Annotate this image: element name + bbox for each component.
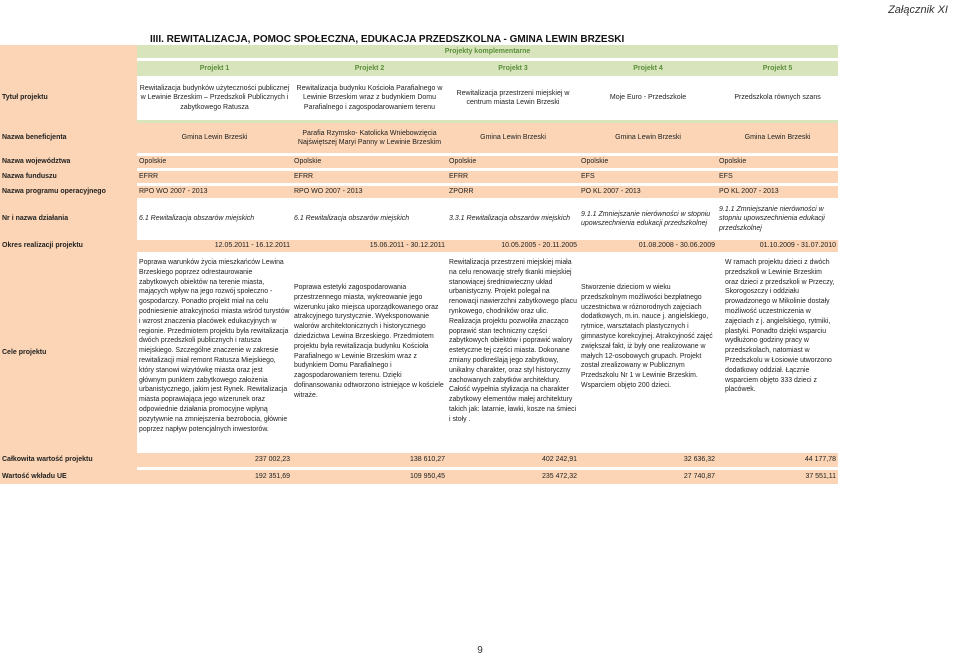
cell: 01.10.2009 - 31.07.2010 <box>717 240 838 252</box>
cell: Opolskie <box>447 156 579 168</box>
cell: Poprawa warunków życia mieszkańców Lewina Brzeskiego poprzez odrestaurowanie zabytkowych obiektów na terenie miasta, mających wpływ na jego rozwój społeczno - gospodarczy. Ponadto projekt miał na celu podniesienie atrakcyjności miasta wśród turystów i wzrost znaczenia placówek edukacyjnych w regionie. Przedmiotem projektu była rewitalizacja dwóch przedszkoli publicznych i ratusza miejskiego. Szczególne znaczenie w zakresie rewitalizacji miał remont Ratusza Miejskiego, który stanowi wizytówkę miasta oraz jest głównym punktem zabytkowego założenia urbanistycznego, jakim jest Rynek. Rewitalizacja miasta poprawiająca jego wizerunek oraz odpowiednie działania promocyjne wpłyną pozytywnie na zmniejszenia bezrobocia, głównie poprzez napływ potencjalnych inwestorów. <box>139 259 290 433</box>
cell: RPO WO 2007 - 2013 <box>137 186 292 198</box>
row-label: Całkowita wartość projektu <box>0 453 137 467</box>
cell: 6.1 Rewitalizacja obszarów miejskich <box>294 215 410 223</box>
cell: 12.05.2011 - 16.12.2011 <box>137 240 292 252</box>
cell: 3.3.1 Rewitalizacja obszarów miejskich <box>449 215 570 223</box>
cell: 138 610,27 <box>292 453 447 467</box>
projects-header-row <box>0 61 838 76</box>
row-label: Nazwa województwa <box>0 156 137 168</box>
cell: Rewitalizacja przestrzeni miejskiej w centrum miasta Lewin Brzeski <box>456 89 570 106</box>
cell: 192 351,69 <box>137 470 292 484</box>
row-goals <box>0 255 838 450</box>
cell: Opolskie <box>292 156 447 168</box>
cell: EFS <box>717 171 838 183</box>
cell: Stworzenie dzieciom w wieku przedszkolnym możliwości bezpłatnego uczestnictwa w różnorodnych zajęciach dodatkowych, m.in. nauce j. angielskiego, rytmice, warsztatach plastycznych i gimnastyce korekcyjnej. Atrakcyjność zajęć zwiększał fakt, iż były one realizowane w małych 12-osobowych grupach. Projekt został zrealizowany w Publicznym Przedszkolu Nr 1 w Lewinie Brzeskim. Wsparciem objęto 200 dzieci. <box>581 284 713 389</box>
row-beneficiary <box>0 123 838 153</box>
row-total <box>0 453 838 467</box>
cell: 15.06.2011 - 30.12.2011 <box>292 240 447 252</box>
row-label: Nr i nazwa działania <box>0 201 137 237</box>
cell: 109 950,45 <box>292 470 447 484</box>
cell: ZPORR <box>447 186 579 198</box>
group-row <box>0 45 838 58</box>
cell: Parafia Rzymsko- Katolicka Wniebowzięcia Najświętszej Maryi Panny w Lewinie Brzeskim <box>292 123 447 153</box>
row-eu <box>0 470 838 484</box>
group-label: Projekty komplementarne <box>444 47 531 55</box>
cell: Gmina Lewin Brzeski <box>447 123 579 153</box>
cell: 6.1 Rewitalizacja obszarów miejskich <box>139 215 255 223</box>
row-label: Okres realizacji projektu <box>0 240 137 252</box>
cell: Moje Euro - Przedszkole <box>609 94 687 102</box>
cell: 32 636,32 <box>579 453 717 467</box>
cell: RPO WO 2007 - 2013 <box>292 186 447 198</box>
cell: 237 002,23 <box>137 453 292 467</box>
row-period <box>0 240 838 252</box>
cell: 44 177,78 <box>717 453 838 467</box>
cell: Gmina Lewin Brzeski <box>579 123 717 153</box>
page-number: 9 <box>477 645 483 656</box>
row-title <box>0 76 838 120</box>
row-label: Wartość wkładu UE <box>0 470 137 484</box>
cell: 9.1.1 Zmniejszanie nierówności w stopniu upowszechnienia edukacji przedszkolnej <box>719 206 825 232</box>
cell: Rewitalizacja budynku Kościoła Parafialnego w Lewinie Brzeskim wraz z budynkiem Domu Parafialnego i zagospodarowaniem terenu <box>296 85 443 111</box>
cell: Przedszkola równych szans <box>734 94 821 102</box>
row-fund <box>0 171 838 183</box>
cell: 27 740,87 <box>579 470 717 484</box>
cell: EFRR <box>137 171 292 183</box>
row-label: Nazwa beneficjenta <box>0 123 137 153</box>
row-label: Cele projektu <box>0 255 137 450</box>
cell: Rewitalizacja budynków użyteczności publicznej w Lewinie Brzeskim – Przedszkoli Publicznych i zabytkowego Ratusza <box>139 85 290 111</box>
annex-label: Załącznik XI <box>888 4 948 16</box>
row-program <box>0 186 838 198</box>
page-title: IIII. REWITALIZACJA, POMOC SPOŁECZNA, EDUKACJA PRZEDSZKOLNA - GMINA LEWIN BRZESKI <box>150 34 625 45</box>
cell: 9.1.1 Zmniejszanie nierówności w stopniu upowszechnienia edukacji przedszkolnej <box>581 210 711 227</box>
cell: W ramach projektu dzieci z dwóch przedszkoli w Lewinie Brzeskim oraz dzieci z przedszkoli w Przeczy, Skorogoszczy i oddziału prowadzonego w Mikolinie dostały możliwość uczestniczenia w zajęciach z j. angielskiego, rytmiki, plastyki. Ponadto dzięki wsparciu wydłużono godziny pracy w przedszkolach, natomiast w Przedszkolu w Łosiowie utworzono dodatkowy oddział. Łącznie wsparciem objęto 333 dzieci z placówek. <box>725 259 835 394</box>
cell: Poprawa estetyki zagospodarowania przestrzennego miasta, wykreowanie jego wizerunku jako miejsca uporządkowanego oraz atrakcyjnego turystycznie. Wyeksponowanie walorów architektonicznych i historycznego dziedzictwa Lewina Brzeskiego. Przedmiotem projektu była rewitalizacja budynku Kościoła Parafialnego w Lewinie Brzeskim wraz z budynkiem Domu Parafialnego i zagospodarowaniem terenu. Dzięki dofinansowaniu odtworzono istniejące w kościele witraże. <box>294 284 444 399</box>
project-header: Projekt 4 <box>633 64 663 72</box>
cell: 235 472,32 <box>447 470 579 484</box>
projects-table <box>0 45 838 484</box>
cell: PO KL 2007 - 2013 <box>717 186 838 198</box>
cell: Gmina Lewin Brzeski <box>717 123 838 153</box>
cell: Opolskie <box>579 156 717 168</box>
cell: EFRR <box>447 171 579 183</box>
cell: 402 242,91 <box>447 453 579 467</box>
cell: Rewitalizacja przestrzeni miejskiej miała na celu renowację strefy tkanki miejskiej stanowiącej średniowieczny układ urbanistyczny. Projekt polegał na renowacji nawierzchni zabytkowego placu rynkowego, chodników oraz ulic. Realizacja projektu pozwoliła znacząco poprawić stan techniczny części zabytkowych obiektów i poprawić walory estetyczne tej części miasta. Dokonane zmiany podkreślają jego zabytkowy, unikalny charakter, oraz styl historyczny zachowanych zabytków architektury. Całość wypełnia stylizacja na charakter zabytkowy elementów małej architektury takich jak: latarnie, ławki, kosze na śmieci i stoły . <box>449 259 577 423</box>
project-header: Projekt 5 <box>762 64 793 72</box>
cell: Opolskie <box>137 156 292 168</box>
cell: 37 551,11 <box>717 470 838 484</box>
cell: 10.05.2005 - 20.11.2005 <box>447 240 579 252</box>
project-header: Projekt 3 <box>498 64 528 72</box>
cell: Opolskie <box>717 156 838 168</box>
row-action <box>0 201 838 237</box>
cell: Gmina Lewin Brzeski <box>137 123 292 153</box>
project-header: Projekt 2 <box>354 64 385 72</box>
row-label: Tytuł projektu <box>0 76 137 120</box>
row-voivodeship <box>0 156 838 168</box>
row-label: Nazwa programu operacyjnego <box>0 186 137 198</box>
cell: 01.08.2008 - 30.06.2009 <box>579 240 717 252</box>
project-header: Projekt 1 <box>199 64 230 72</box>
cell: EFRR <box>292 171 447 183</box>
row-label: Nazwa funduszu <box>0 171 137 183</box>
cell: PO KL 2007 - 2013 <box>579 186 717 198</box>
cell: EFS <box>579 171 717 183</box>
